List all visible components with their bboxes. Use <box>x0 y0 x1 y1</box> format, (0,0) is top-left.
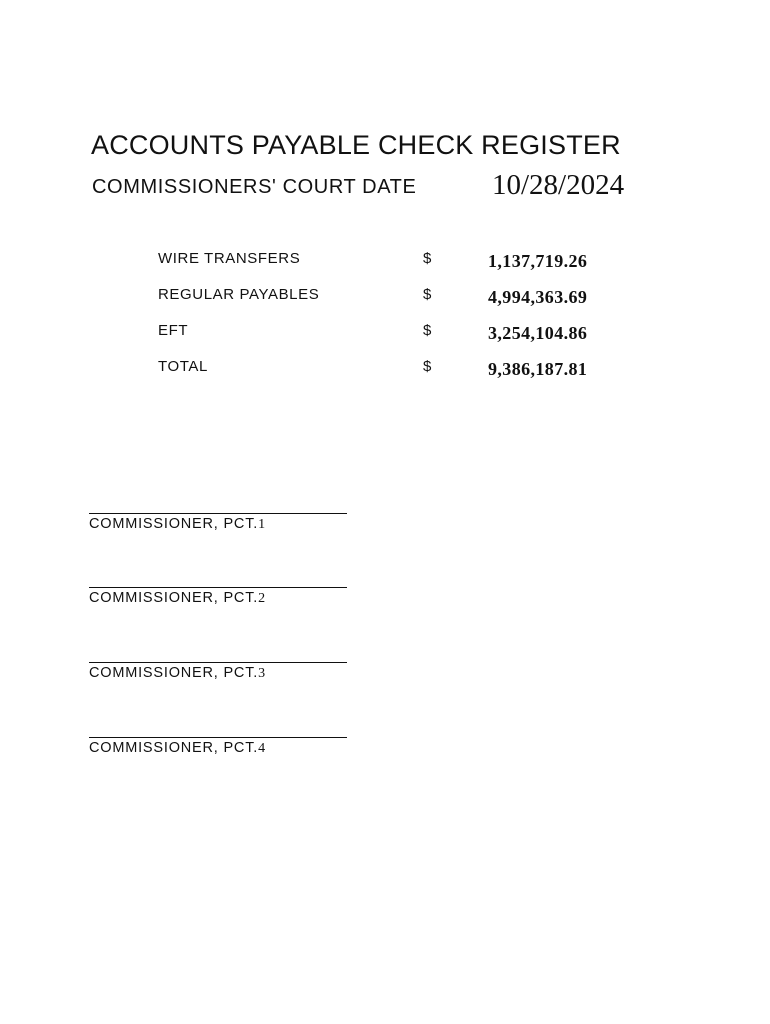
signature-block-pct-4 <box>89 737 347 757</box>
summary-row-total <box>158 358 618 394</box>
summary-row-label: EFT <box>158 322 189 339</box>
signature-line <box>89 662 347 663</box>
currency-symbol: $ <box>423 286 432 303</box>
signature-label <box>89 665 347 682</box>
payables-summary <box>158 250 618 394</box>
signature-title: COMMISSIONER, PCT. <box>89 590 259 606</box>
precinct-number: 2 <box>258 591 266 606</box>
signature-label <box>89 516 347 533</box>
summary-row-amount: 9,386,187.81 <box>488 359 588 379</box>
summary-row-amount: 1,137,719.26 <box>488 251 588 271</box>
summary-row-regular-payables <box>158 286 618 322</box>
signature-line <box>89 513 347 514</box>
signature-title: COMMISSIONER, PCT. <box>89 665 259 681</box>
signature-line <box>89 587 347 588</box>
summary-row-label: WIRE TRANSFERS <box>158 250 301 267</box>
precinct-number: 4 <box>258 741 266 756</box>
precinct-number: 3 <box>258 666 266 681</box>
signature-line <box>89 737 347 738</box>
currency-symbol: $ <box>423 358 432 375</box>
summary-row-label: TOTAL <box>158 358 208 375</box>
summary-row-label: REGULAR PAYABLES <box>158 286 320 303</box>
summary-row-amount: 3,254,104.86 <box>488 323 588 343</box>
court-date-label: COMMISSIONERS' COURT DATE <box>92 176 417 198</box>
currency-symbol: $ <box>423 250 432 267</box>
signature-block-pct-3 <box>89 662 347 682</box>
signature-label <box>89 740 347 757</box>
precinct-number: 1 <box>258 517 266 532</box>
summary-row-amount: 4,994,363.69 <box>488 287 588 307</box>
document-title: ACCOUNTS PAYABLE CHECK REGISTER <box>91 130 621 160</box>
signature-title: COMMISSIONER, PCT. <box>89 516 259 532</box>
summary-row-wire-transfers <box>158 250 618 286</box>
currency-symbol: $ <box>423 322 432 339</box>
signature-label <box>89 590 347 607</box>
signature-block-pct-2 <box>89 587 347 607</box>
signature-block-pct-1 <box>89 513 347 533</box>
signature-title: COMMISSIONER, PCT. <box>89 740 259 756</box>
summary-row-eft <box>158 322 618 358</box>
court-date-value: 10/28/2024 <box>492 169 625 201</box>
